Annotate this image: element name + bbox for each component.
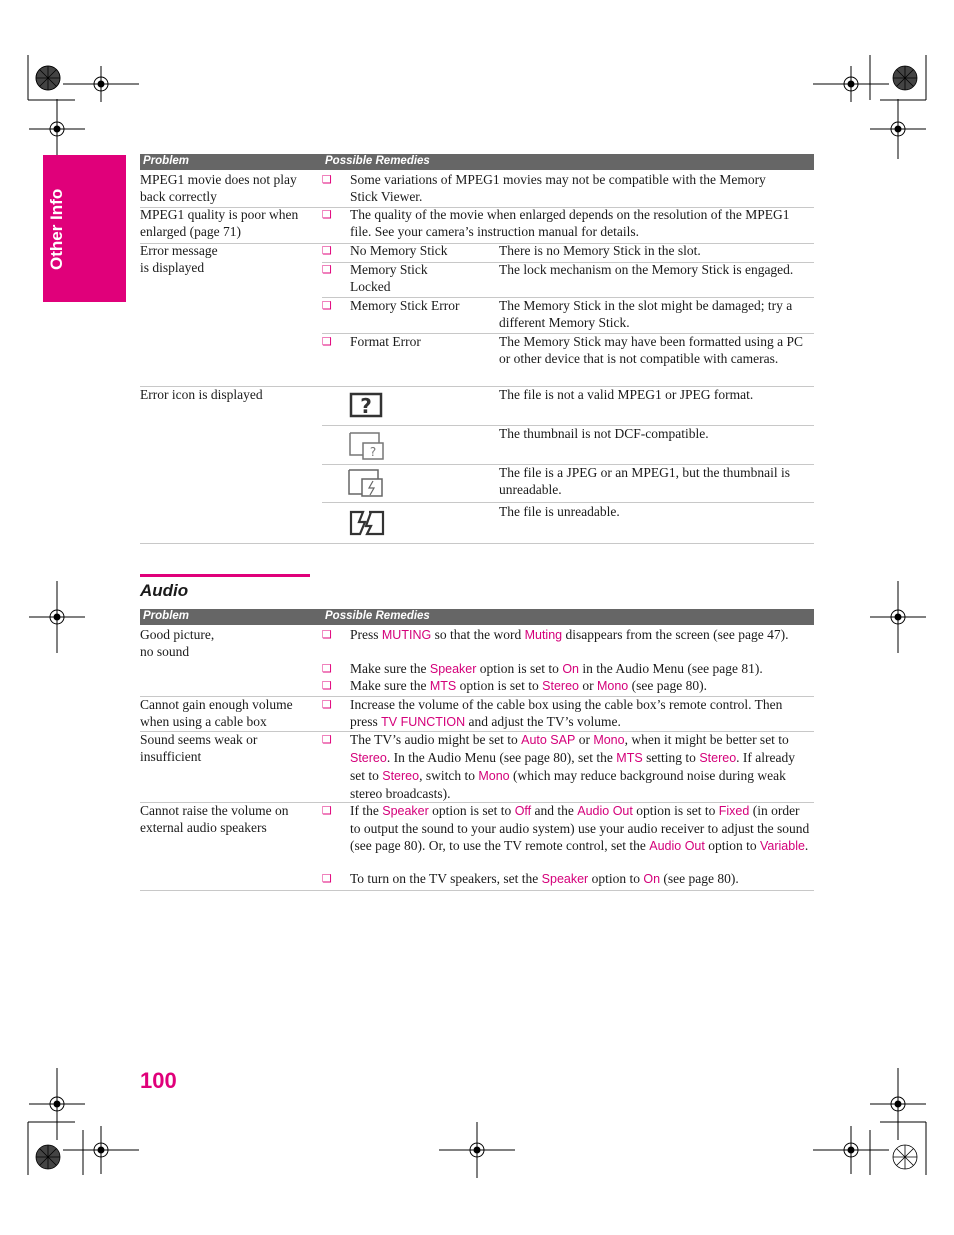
checkbox-bullet-icon: ❑ <box>322 335 332 348</box>
remedy-cell <box>350 626 813 644</box>
text-run: option to <box>704 838 760 853</box>
menu-keyword: Speaker <box>429 662 477 676</box>
menu-keyword: Off <box>514 804 532 818</box>
header-remedies: Possible Remedies <box>325 610 430 622</box>
remedy-cell: Some variations of MPEG1 movies may not be compatible with the Memory Stick Viewer. <box>350 172 766 204</box>
menu-keyword: Stereo <box>542 679 579 693</box>
remedy-cell: The quality of the movie when enlarged depends on the resolution of the MPEG1 file. See your camera’s instruction manual for details. <box>350 207 790 239</box>
text-run: option is set to <box>632 803 719 818</box>
checkbox-bullet-icon: ❑ <box>322 804 332 817</box>
icon-desc: The file is not a valid MPEG1 or JPEG format. <box>499 387 754 402</box>
menu-keyword: Mono <box>593 733 625 747</box>
section-title: Audio <box>140 581 189 600</box>
error-name: No Memory Stick <box>350 243 448 258</box>
section-rule <box>140 574 310 577</box>
remedy-cell <box>350 696 813 731</box>
text-run: option is set to <box>476 661 563 676</box>
menu-keyword: Auto SAP <box>521 733 576 747</box>
error-name-line: Locked <box>350 279 391 294</box>
table-header <box>140 154 814 170</box>
menu-keyword: MTS <box>616 751 643 765</box>
checkbox-bullet-icon: ❑ <box>322 263 332 276</box>
menu-keyword: Stereo <box>350 751 387 765</box>
checkbox-bullet-icon: ❑ <box>322 628 332 641</box>
checkbox-bullet-icon: ❑ <box>322 299 332 312</box>
problem-line: no sound <box>140 644 190 659</box>
text-run: option is set to <box>428 803 515 818</box>
text-run: or <box>575 732 594 747</box>
menu-keyword: Fixed <box>718 804 750 818</box>
error-name-line: Memory Stick <box>350 262 428 277</box>
text-run: and the <box>531 803 578 818</box>
menu-keyword: Mono <box>596 679 629 693</box>
icon-desc: The thumbnail is not DCF-compatible. <box>499 426 709 441</box>
checkbox-bullet-icon: ❑ <box>322 244 332 257</box>
error-desc: There is no Memory Stick in the slot. <box>499 243 701 258</box>
text-run: . <box>804 838 809 853</box>
text-run: (see page 80). <box>660 871 739 886</box>
problem-line: Error message <box>140 243 218 258</box>
problem-cell: Error icon is displayed <box>140 387 263 402</box>
text-run: option to <box>588 871 644 886</box>
checkbox-bullet-icon: ❑ <box>322 679 332 692</box>
text-run: in the Audio Menu (see page 81). <box>579 661 763 676</box>
checkbox-bullet-icon: ❑ <box>322 733 332 746</box>
remedy-cell <box>350 731 813 802</box>
problem-cell: Sound seems weak or insufficient <box>140 732 258 764</box>
side-tab-label: Other Info <box>47 188 66 270</box>
text-run: . In the Audio Menu (see page 80), set the <box>386 750 617 765</box>
menu-keyword: MTS <box>429 679 457 693</box>
error-desc: The Memory Stick in the slot might be damaged; try a different Memory Stick. <box>499 298 793 330</box>
text-run: Increase the volume of the cable box using the cable box’s remote control. Then press <box>350 697 783 729</box>
text-run: so that the word <box>431 627 525 642</box>
svg-text:?: ? <box>369 445 377 459</box>
menu-keyword: Audio Out <box>577 804 633 818</box>
text-run: Press <box>350 627 382 642</box>
problem-cell: Cannot gain enough volume when using a cable box <box>140 697 293 729</box>
menu-keyword: Mono <box>478 769 510 783</box>
menu-keyword: Stereo <box>382 769 420 783</box>
icon-desc: The file is unreadable. <box>499 504 620 519</box>
error-name: Memory Stick Error <box>350 298 460 313</box>
text-run: (in order to output the sound to your audio system) use your audio receiver to adjust the sound (see page 80). Or, to use the TV remote control, set the <box>350 803 810 853</box>
table-header <box>140 609 814 625</box>
text-run: , when it might be better set to <box>624 732 789 747</box>
menu-keyword: Stereo <box>699 751 737 765</box>
text-run: or <box>578 678 597 693</box>
text-run: (see page 80). <box>628 678 707 693</box>
menu-keyword: Variable <box>759 839 805 853</box>
problem-cell: Cannot raise the volume on external audio speakers <box>140 803 289 835</box>
problem-cell <box>140 242 218 276</box>
menu-keyword: Muting <box>524 628 563 642</box>
remedy-cell <box>350 802 813 855</box>
error-name <box>350 261 428 295</box>
text-run: . If already set to <box>350 750 795 783</box>
invalid-format-icon <box>349 391 385 419</box>
unreadable-thumbnail-icon <box>348 468 384 498</box>
menu-keyword: MUTING <box>381 628 432 642</box>
unreadable-file-icon <box>349 508 387 538</box>
text-run: Make sure the <box>350 678 430 693</box>
checkbox-bullet-icon: ❑ <box>322 872 332 885</box>
text-run: , switch to <box>419 768 479 783</box>
error-name: Format Error <box>350 334 421 349</box>
checkbox-bullet-icon: ❑ <box>322 208 332 221</box>
menu-keyword: On <box>643 872 661 886</box>
text-run: setting to <box>642 750 700 765</box>
header-problem: Problem <box>143 155 190 167</box>
icon-desc: The file is a JPEG or an MPEG1, but the thumbnail is unreadable. <box>499 465 790 497</box>
remedy-cell <box>350 677 813 695</box>
remedy-cell <box>350 870 813 888</box>
problem-line: Good picture, <box>140 627 215 642</box>
header-problem: Problem <box>143 610 190 622</box>
problem-cell: MPEG1 quality is poor when enlarged (page 71) <box>140 207 299 239</box>
table-bottom-rule <box>140 543 814 544</box>
remedy-cell <box>350 660 813 678</box>
svg-text:?: ? <box>360 394 372 418</box>
page-number: 100 <box>140 1068 177 1093</box>
problem-cell <box>140 626 214 660</box>
checkbox-bullet-icon: ❑ <box>322 173 332 186</box>
error-desc: The Memory Stick may have been formatted using a PC or other device that is not compatible with cameras. <box>499 334 804 366</box>
text-run: Make sure the <box>350 661 430 676</box>
non-dcf-thumbnail-icon <box>349 431 385 461</box>
text-run: option is set to <box>456 678 543 693</box>
text-run: To turn on the TV speakers, set the <box>350 871 542 886</box>
checkbox-bullet-icon: ❑ <box>322 698 332 711</box>
problem-cell: MPEG1 movie does not play back correctly <box>140 172 297 204</box>
menu-keyword: On <box>562 662 579 676</box>
menu-keyword: Speaker <box>382 804 429 818</box>
menu-keyword: Speaker <box>541 872 589 886</box>
menu-keyword: Audio Out <box>649 839 705 853</box>
error-desc: The lock mechanism on the Memory Stick is engaged. <box>499 262 794 277</box>
text-run: and adjust the TV’s volume. <box>465 714 621 729</box>
menu-keyword: TV FUNCTION <box>381 715 466 729</box>
problem-line: is displayed <box>140 260 205 275</box>
text-run: disappears from the screen (see page 47). <box>562 627 789 642</box>
text-run: If the <box>350 803 383 818</box>
table-bottom-rule <box>140 890 814 891</box>
header-remedies: Possible Remedies <box>325 155 430 167</box>
checkbox-bullet-icon: ❑ <box>322 662 332 675</box>
text-run: The TV’s audio might be set to <box>350 732 522 747</box>
text-run: (which may reduce background noise during weak stereo broadcasts). <box>350 768 786 801</box>
